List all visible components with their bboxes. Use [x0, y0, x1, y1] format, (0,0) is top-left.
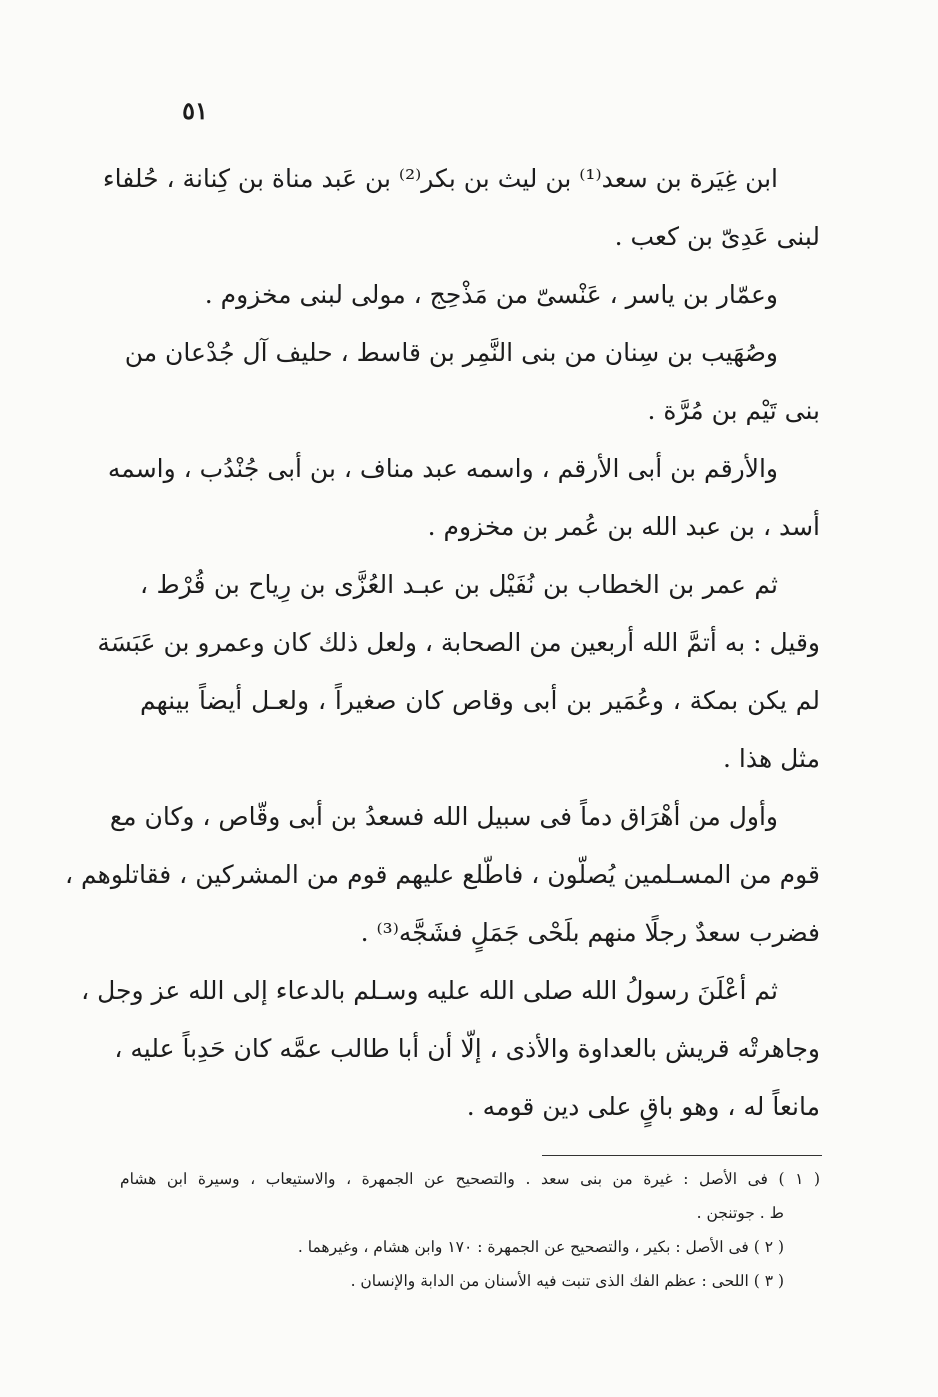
main-text: [65, 150, 821, 1136]
footnote-3: [120, 1264, 820, 1298]
text-line: فضرب سعدٌ رجلًا منهم بلَحْى جَمَلٍ فشَجَّه⁽³⁾ .: [360, 918, 820, 947]
text-line: وصُهَيب بن سِنان من بنى النَّمِر بن قاسط ، حليف آل جُدْعان من: [124, 338, 778, 367]
text-line: قوم من المسـلمين يُصلّون ، فاطّلع عليهم قوم من المشركين ، فقاتلوهم ،: [65, 860, 820, 889]
page-number: ٥١: [182, 96, 208, 125]
paragraph-7: [81, 962, 820, 1136]
text-line: والأرقم بن أبى الأرقم ، واسمه عبد مناف ، بن أبى جُنْدُب ، واسمه: [107, 454, 778, 483]
text-line: وجاهرتْه قريش بالعداوة والأذى ، إلّا أن أبا طالب عمَّه كان حَدِباً عليه ،: [114, 1034, 820, 1063]
text-line: ثم عمر بن الخطاب بن نُفَيْل بن عبـد العُزَّى بن رِياح بن قُرْط ،: [140, 570, 778, 599]
footnote-line: ( ٢ ) فى الأصل : بكير ، والتصحيح عن الجمهرة : ١٧٠ وابن هشام ، وغيرهما .: [297, 1238, 784, 1256]
footnotes: [120, 1162, 820, 1298]
paragraph-4: [107, 440, 820, 556]
text-line: ابن غِيَرة بن سعد⁽¹⁾ بن ليث بن بكر⁽²⁾ بن عَبد مناة بن كِنانة ، حُلفاء: [102, 164, 778, 193]
text-line: مثل هذا .: [723, 744, 820, 773]
footnote-line: ط . جوتنجن .: [696, 1204, 784, 1222]
footnote-2: [120, 1230, 820, 1264]
footnote-1: [120, 1162, 820, 1230]
text-line: لم يكن بمكة ، وعُمَير بن أبى وقاص كان صغيراً ، ولعـل أيضاً بينهم: [140, 686, 821, 715]
paragraph-5: [97, 556, 821, 788]
paragraph-3: [124, 324, 820, 440]
footnote-line: ( ١ ) فى الأصل : غيرة من بنى سعد . والتصحيح عن الجمهرة ، والاستيعاب ، وسيرة ابن هشام: [120, 1170, 820, 1188]
text-line: وعمّار بن ياسر ، عَنْسىّ من مَذْحِج ، مولى لبنى مخزوم .: [204, 280, 778, 309]
text-line: مانعاً له ، وهو باقٍ على دين قومه .: [466, 1092, 820, 1121]
text-line: بنى تَيْم بن مُرَّة .: [647, 396, 820, 425]
text-line: أسد ، بن عبد الله بن عُمر بن مخزوم .: [427, 512, 820, 541]
paragraph-6: [65, 788, 820, 962]
text-line: وأول من أهْرَاق دماً فى سبيل الله فسعدُ بن أبى وقّاص ، وكان مع: [109, 802, 778, 831]
paragraph-1: [102, 150, 820, 266]
footnote-divider: [542, 1155, 822, 1156]
text-line: ثم أعْلَنَ رسولُ الله صلى الله عليه وسـلم بالدعاء إلى الله عز وجل ،: [81, 976, 778, 1005]
footnote-line: ( ٣ ) اللحى : عظم الفك الذى تنبت فيه الأسنان من الدابة والإنسان .: [350, 1272, 784, 1290]
text-line: لبنى عَدِىّ بن كعب .: [614, 222, 820, 251]
paragraph-2: [140, 266, 820, 324]
text-line: وقيل : به أتمَّ الله أربعين من الصحابة ، ولعل ذلك كان وعمرو بن عَبَسَة: [97, 628, 820, 657]
